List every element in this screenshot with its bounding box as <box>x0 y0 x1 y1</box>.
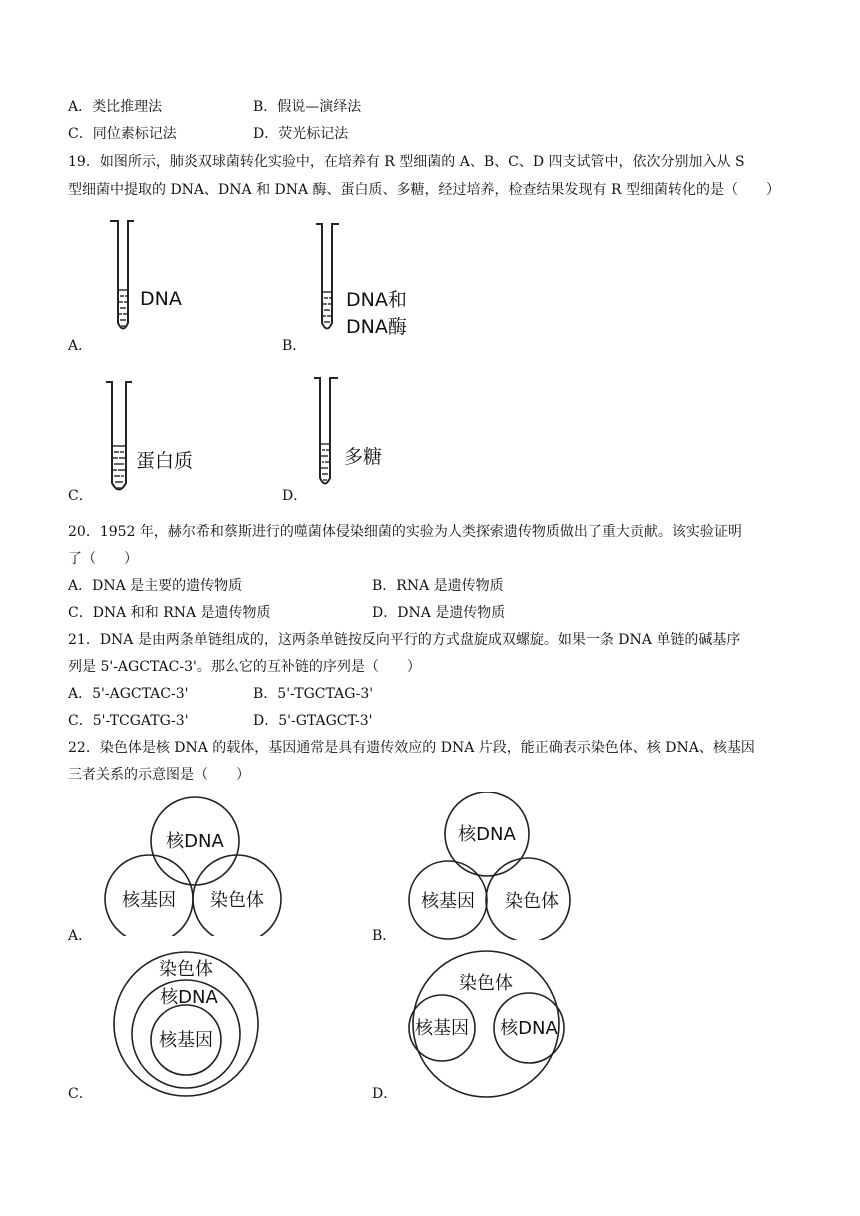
venn-d-label-nuclear-gene: 核基因 <box>415 1018 469 1039</box>
test-tube-c-liquid <box>113 446 125 488</box>
venn-diagram-d <box>400 950 572 1098</box>
venn-b-label-nuclear-dna: 核DNA <box>458 824 516 845</box>
venn-diagram-a <box>100 796 290 936</box>
q18-option-b: B．假说—演绎法 <box>253 99 362 115</box>
q22-option-c-letter: C． <box>68 1086 93 1102</box>
venn-a-label-nuclear-dna: 核DNA <box>166 831 224 852</box>
venn-b-label-nuclear-gene: 核基因 <box>421 891 475 912</box>
tube-c-label: 蛋白质 <box>136 450 194 472</box>
tube-d-label: 多糖 <box>344 446 383 468</box>
test-tube-b-outline <box>316 224 339 329</box>
q21-option-c: C．5'-TCGATG-3' <box>68 713 189 729</box>
q21-option-b: B．5'-TGCTAG-3' <box>253 686 374 702</box>
tube-b-label-line1: DNA和 <box>346 289 407 311</box>
q22-option-d-letter: D． <box>372 1086 398 1102</box>
q19-option-d-letter: D． <box>282 488 308 504</box>
q18-option-c: C．同位素标记法 <box>68 126 177 142</box>
test-tube-b-liquid <box>323 292 331 322</box>
q22-stem-line2: 三者关系的示意图是（ ） <box>68 767 250 783</box>
venn-b-label-chromosome: 染色体 <box>505 891 559 912</box>
venn-a-label-chromosome: 染色体 <box>210 890 264 911</box>
tube-b-label-line2: DNA酶 <box>346 316 407 338</box>
q19-stem-line1: 19．如图所示，肺炎双球菌转化实验中，在培养有 R 型细菌的 A、B、C、D 四支试管中，依次分别加入从 S <box>68 154 745 170</box>
test-tube-a-figure <box>104 218 204 340</box>
test-tube-d-liquid <box>321 444 329 480</box>
q19-stem-line2: 型细菌中提取的 DNA、DNA 和 DNA 酶、蛋白质、多糖，经过培养，检查结果发现有 R 型细菌转化的是（ ） <box>68 182 780 198</box>
venn-c-label-chromosome: 染色体 <box>159 959 213 980</box>
q22-option-a-letter: A． <box>68 928 93 944</box>
q22-stem-line1: 22．染色体是核 DNA 的载体，基因通常是具有遗传效应的 DNA 片段，能正确表示染色体、核 DNA、核基因 <box>68 740 755 756</box>
test-tube-d-figure <box>312 374 412 496</box>
test-tube-c-outline <box>106 382 132 490</box>
test-tube-a-outline <box>110 221 134 329</box>
q22-option-b-letter: B． <box>372 928 397 944</box>
venn-diagram-b <box>400 792 580 940</box>
q18-option-a: A．类比推理法 <box>68 99 163 115</box>
q20-option-d: D．DNA 是遗传物质 <box>372 605 506 621</box>
q18-option-d: D．荧光标记法 <box>253 126 349 142</box>
q20-stem-line1: 20．1952 年，赫尔希和蔡斯进行的噬菌体侵染细菌的实验为人类探索遗传物质做出了重大贡献。该实验证明 <box>68 524 742 540</box>
q21-option-d: D．5'-GTAGCT-3' <box>253 713 373 729</box>
q20-stem-line2: 了（ ） <box>68 551 138 567</box>
venn-c-label-nuclear-dna: 核DNA <box>160 987 218 1008</box>
test-tube-c-figure <box>104 378 214 500</box>
q21-stem-line1: 21．DNA 是由两条单链组成的，这两条单链按反向平行的方式盘旋成双螺旋。如果一条 DNA 单链的碱基序 <box>68 632 741 648</box>
venn-a-label-nuclear-gene: 核基因 <box>122 890 176 911</box>
q19-option-a-letter: A． <box>68 338 93 354</box>
q20-option-c: C．DNA 和和 RNA 是遗传物质 <box>68 605 271 621</box>
q19-option-b-letter: B． <box>282 338 307 354</box>
q21-stem-line2: 列是 5'-AGCTAC-3'。那么它的互补链的序列是（ ） <box>68 659 421 675</box>
venn-c-label-nuclear-gene: 核基因 <box>159 1030 213 1051</box>
venn-d-label-chromosome: 染色体 <box>459 973 513 994</box>
q21-option-a: A．5'-AGCTAC-3' <box>68 686 189 702</box>
venn-diagram-c <box>100 950 276 1098</box>
test-tube-b-figure <box>312 218 432 340</box>
q19-option-c-letter: C． <box>68 488 93 504</box>
q20-option-a: A．DNA 是主要的遗传物质 <box>68 578 243 594</box>
q20-option-b: B．RNA 是遗传物质 <box>372 578 504 594</box>
test-tube-a-liquid <box>119 290 127 326</box>
venn-d-label-nuclear-dna: 核DNA <box>500 1018 558 1039</box>
tube-a-label: DNA <box>140 288 182 310</box>
